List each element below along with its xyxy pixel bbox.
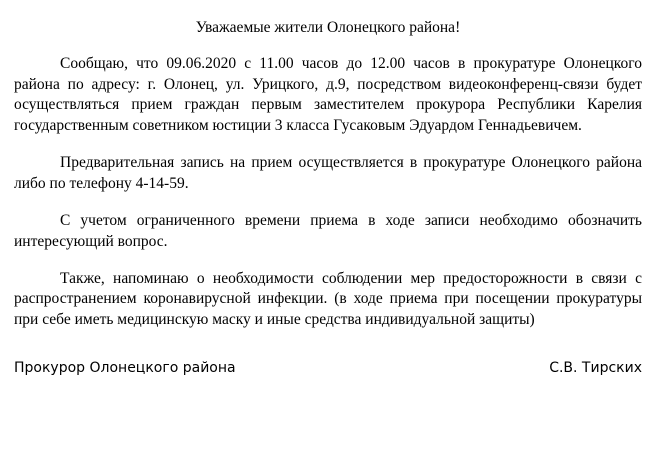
paragraph-3: С учетом ограниченного времени приема в ходе записи необходимо обозначить интересующий вопрос.: [14, 212, 642, 250]
signature-block: [14, 360, 642, 376]
paragraph-1: Сообщаю, что 09.06.2020 с 11.00 часов до 12.00 часов в прокуратуре Олонецкого района по адресу: г. Олонец, ул. Урицкого, д.9, посредством видеоконференц-связи будет осуществляться прием граждан первым заместителем прокурора Республики Карелия государственным советником юстиции 3 класса Гусаковым Эдуардом Геннадьевичем.: [14, 55, 642, 134]
page-title: Уважаемые жители Олонецкого района!: [195, 19, 461, 36]
signature-name: С.В. Тирских: [549, 360, 642, 377]
paragraph-4: Также, напоминаю о необходимости соблюдении мер предосторожности в связи с распространением коронавирусной инфекции. (в ходе приема при посещении прокуратуры при себе иметь медицинскую маску и иные средства индивидуальной защиты): [14, 270, 642, 328]
paragraph-2: Предварительная запись на прием осуществляется в прокуратуре Олонецкого района либо по телефону 4-14-59.: [14, 154, 642, 192]
signature-position: Прокурор Олонецкого района: [14, 360, 236, 377]
